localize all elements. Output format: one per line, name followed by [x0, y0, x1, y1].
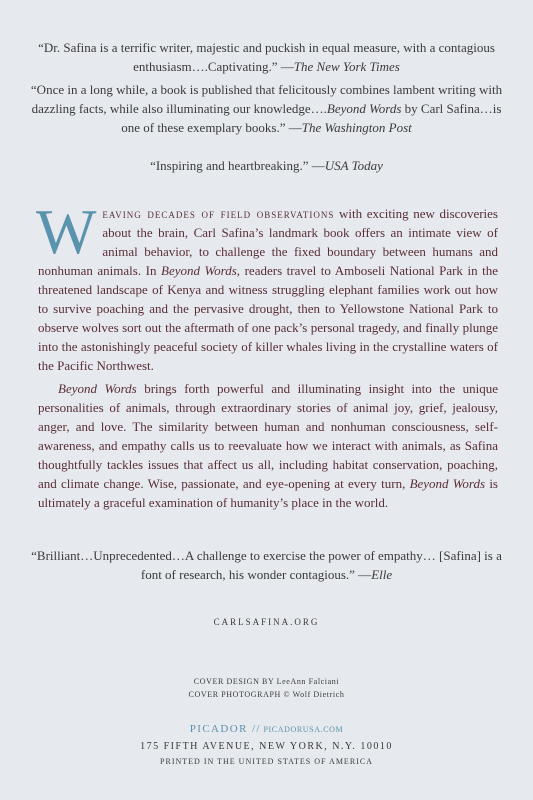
description-text: is ultimately a graceful examination of humanity’s place in the world.	[38, 476, 498, 510]
author-website: CARLSAFINA.ORG	[213, 617, 320, 627]
quote-text: by Carl Safina…is one of these exemplary books.” —	[121, 101, 502, 135]
book-title: Beyond Words,	[161, 263, 241, 278]
lead-in: eaving decades of field observations	[102, 206, 335, 221]
quote-text: “Brilliant…Unprecedented…A challenge to exercise the power of empathy… [Safina] is a font of research, his wonder contagious.” —	[31, 548, 502, 582]
publisher-address: 175 FIFTH AVENUE, NEW YORK, N.Y. 10010	[140, 741, 393, 752]
publisher-name: PICADOR //	[189, 723, 261, 735]
book-title: Beyond Words	[58, 381, 137, 396]
review-quote-nyt	[30, 38, 503, 76]
book-title: Beyond Words	[326, 101, 402, 116]
review-quote-washington-post	[30, 80, 503, 137]
description-text: readers travel to Amboseli National Park in the threatened landscape of Kenya and witness struggling elephant families work out how to survive poaching and the pervasive drought, then to Yellowstone National Park to observe wolves sort out the aftermath of one pack’s personal tragedy, and finally plunge into the astonishingly peaceful society of killer whales living in the crystalline waters of the Pacific Northwest.	[38, 263, 498, 373]
quote-text: “Inspiring and heartbreaking.” —	[150, 158, 325, 173]
review-quote-elle	[30, 546, 503, 584]
printed-in: PRINTED IN THE UNITED STATES OF AMERICA	[160, 757, 373, 766]
cover-photo-credit: COVER PHOTOGRAPH © Wolf Dietrich	[188, 690, 345, 699]
book-title: Beyond Words	[409, 476, 486, 491]
description-text: brings forth powerful and illuminating insight into the unique personalities of animals, through extraordinary stories of animal joy, grief, jealousy, anger, and love. The similarity between human and nonhuman consciousness, self-awareness, and empathy calls us to reevaluate how we interact with animals, as Safina thoughtfully tackles issues that affect us all, including habitat conservation, poaching, and climate change. Wise, passionate, and eye-opening at every turn,	[38, 381, 498, 491]
quote-source: Elle	[371, 567, 393, 582]
review-quote-usa-today	[30, 156, 503, 175]
description-paragraph-2	[38, 379, 498, 512]
quote-text: “Once in a long while, a book is published that felicitously combines lambent writing with dazzling facts, while also illuminating our knowledge….	[30, 82, 503, 116]
quote-source: The New York Times	[293, 59, 400, 74]
quote-source: USA Today	[324, 158, 383, 173]
description-text: with exciting new discoveries about the brain, Carl Safina’s landmark book offers an intimate view of animal behavior, to challenge the fixed boundary between humans and nonhuman animals. In	[38, 206, 498, 278]
quote-source: The Washington Post	[301, 120, 412, 135]
drop-cap: W	[36, 196, 97, 267]
cover-design-credit: COVER DESIGN BY LeeAnn Falciani	[193, 677, 340, 686]
book-description	[36, 196, 498, 512]
publisher-line	[0, 723, 533, 735]
publisher-website: PICADORUSA.COM	[260, 725, 344, 734]
quote-text: “Dr. Safina is a terrific writer, majestic and puckish in equal measure, with a contagious enthusiasm….Captivating.” —	[38, 40, 495, 74]
